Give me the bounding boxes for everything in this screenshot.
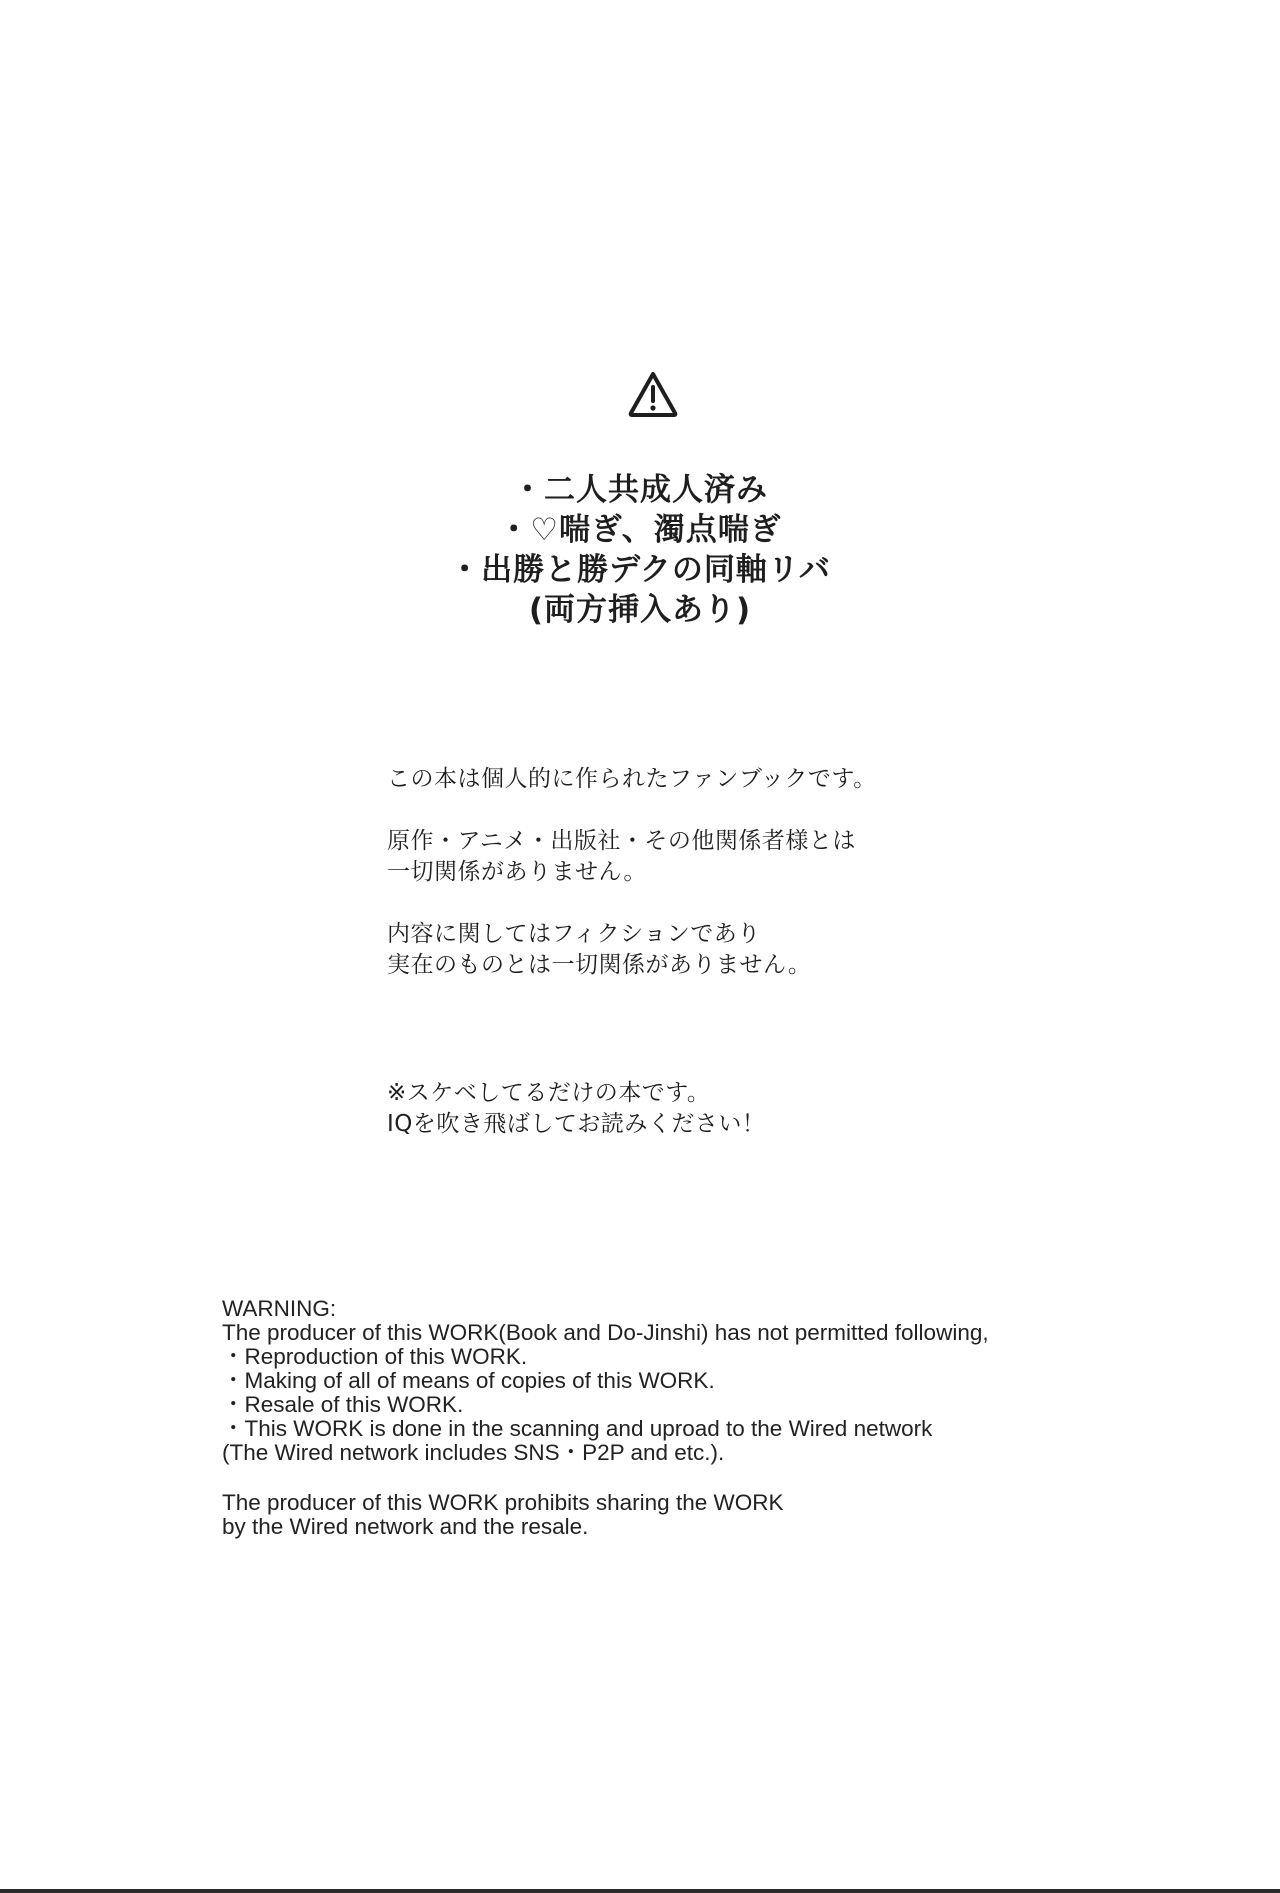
copyright-warning-line: ・Resale of this WORK. xyxy=(222,1392,464,1417)
disclaimer-line: この本は個人的に作られたファンブックです。 xyxy=(387,766,877,792)
copyright-warning-line: ・Making of all of means of copies of this WORK. xyxy=(222,1368,715,1393)
disclaimer xyxy=(387,764,1007,1012)
copyright-closing-line: The producer of this WORK prohibits sharing the WORK xyxy=(222,1490,784,1515)
content-notes xyxy=(340,470,940,630)
warning-triangle-icon xyxy=(628,371,678,417)
copyright-warning-line: (The Wired network includes SNS・P2P and etc.). xyxy=(222,1440,725,1465)
disclaimer-line: 実在のものとは一切関係がありません。 xyxy=(387,952,812,978)
reader-note-line: ※スケベしてるだけの本です。 xyxy=(387,1080,711,1106)
scan-edge xyxy=(0,1889,1280,1893)
content-note-moaning: ・♡喘ぎ、濁点喘ぎ xyxy=(498,512,782,548)
disclaimer-line: 原作・アニメ・出版社・その他関係者様とは xyxy=(387,828,856,854)
reader-note-line: IQを吹き飛ばしてお読みください！ xyxy=(387,1111,766,1137)
content-note-pairing: ・出勝と勝デクの同軸リバ xyxy=(449,552,831,588)
copyright-warning-heading: WARNING: xyxy=(222,1296,337,1321)
reader-note xyxy=(387,1078,947,1140)
paragraph-gap xyxy=(222,1465,1122,1491)
content-note-detail: (両方挿入あり) xyxy=(528,592,752,628)
copyright-warning-line: ・Reproduction of this WORK. xyxy=(222,1344,528,1369)
disclaimer-paragraph-fanbook xyxy=(387,764,1007,795)
disclaimer-paragraph-unaffiliated xyxy=(387,826,1007,888)
copyright-closing-line: by the Wired network and the resale. xyxy=(222,1514,589,1539)
copyright-warning-line: The producer of this WORK(Book and Do-Jinshi) has not permitted following, xyxy=(222,1320,989,1345)
content-note-adults: ・二人共成人済み xyxy=(512,472,768,508)
disclaimer-line: 一切関係がありません。 xyxy=(387,859,647,885)
disclaimer-paragraph-fiction xyxy=(387,919,1007,981)
copyright-warning-line: ・This WORK is done in the scanning and uproad to the Wired network xyxy=(222,1416,933,1441)
disclaimer-line: 内容に関してはフィクションであり xyxy=(387,921,761,947)
copyright-warning xyxy=(222,1297,1122,1539)
